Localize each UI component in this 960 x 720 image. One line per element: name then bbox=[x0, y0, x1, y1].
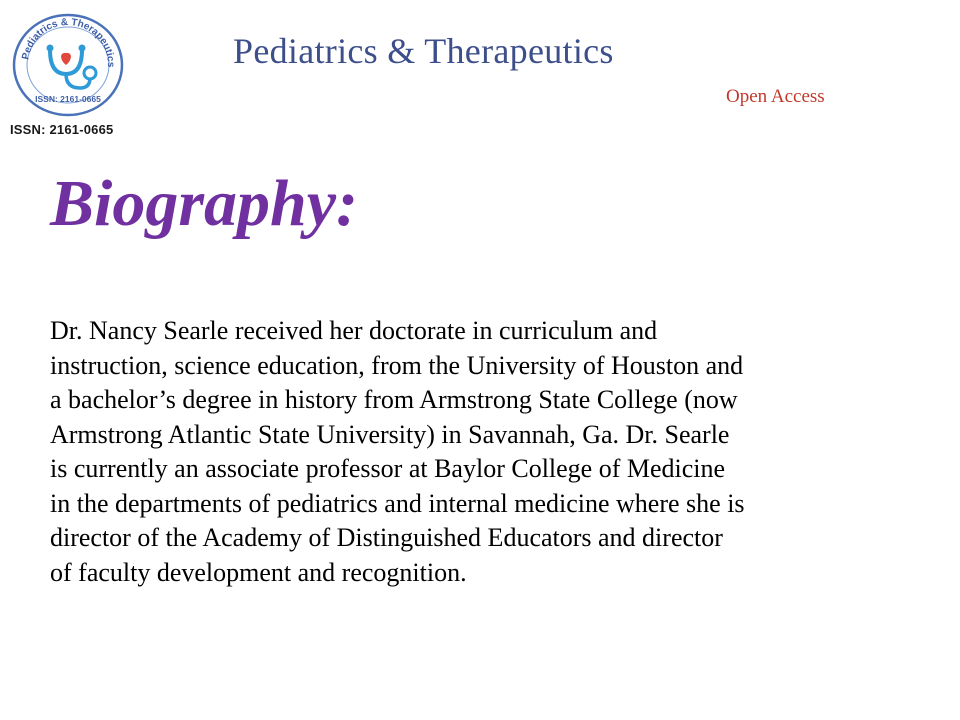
issn-label: ISSN: 2161-0665 bbox=[10, 122, 114, 137]
biography-line: Dr. Nancy Searle received her doctorate in curriculum and bbox=[50, 316, 658, 345]
biography-line: a bachelor’s degree in history from Armstrong State College (now bbox=[50, 385, 738, 414]
open-access-label: Open Access bbox=[726, 86, 825, 107]
logo-issn-text: ISSN: 2161-0665 bbox=[35, 94, 101, 104]
biography-heading: Biography: bbox=[50, 167, 359, 240]
journal-logo bbox=[10, 12, 126, 118]
biography-line: in the departments of pediatrics and internal medicine where she is bbox=[50, 488, 745, 518]
biography-text bbox=[50, 314, 920, 590]
logo-ring-text: Pediatrics & Therapeutics bbox=[20, 16, 117, 68]
biography-line: is currently an associate professor at Baylor College of Medicine bbox=[50, 454, 726, 483]
biography-line: of faculty development and recognition. bbox=[50, 557, 467, 587]
biography-line: director of the Academy of Distinguished Educators and director bbox=[50, 523, 723, 552]
journal-title: Pediatrics & Therapeutics bbox=[233, 31, 614, 71]
biography-line: Armstrong Atlantic State University) in Savannah, Ga. Dr. Searle bbox=[50, 419, 730, 449]
biography-line: instruction, science education, from the University of Houston and bbox=[50, 350, 744, 380]
journal-seal bbox=[10, 12, 126, 118]
